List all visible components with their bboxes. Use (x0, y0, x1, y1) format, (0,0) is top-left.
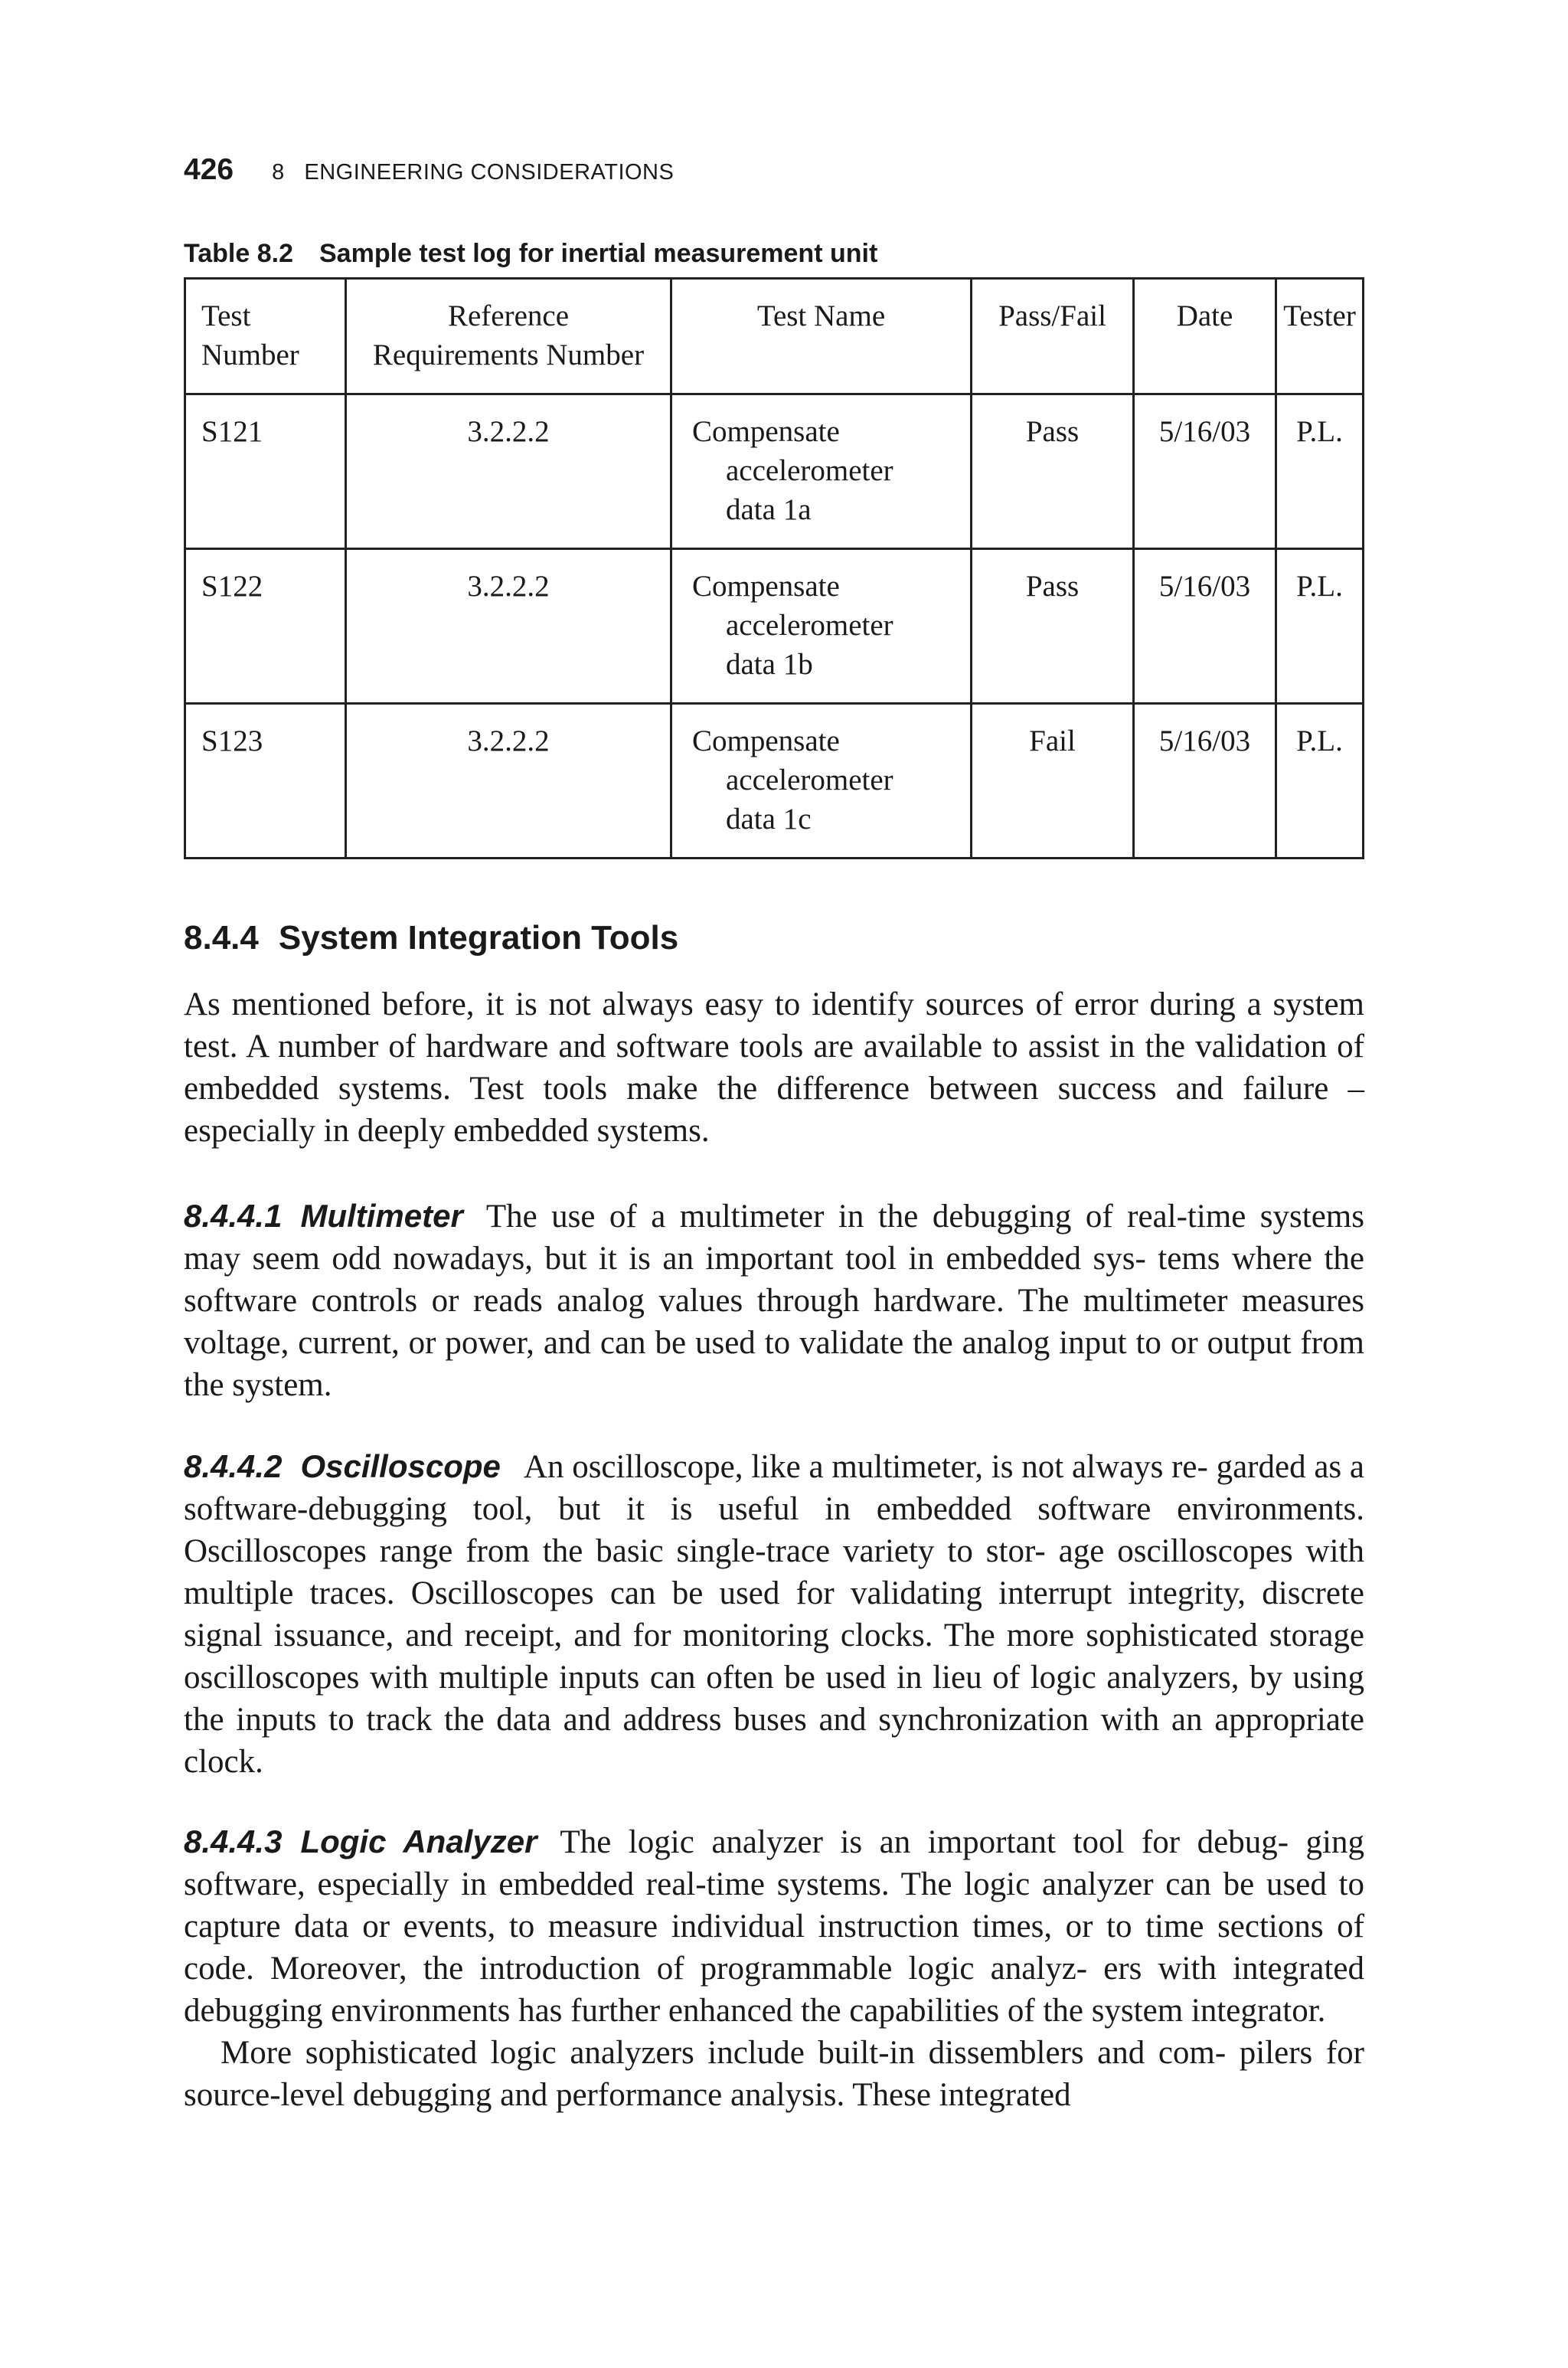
subsection-oscilloscope (184, 1445, 1364, 1783)
paragraph-text: The use of a multimeter in the debugging of real-time systems may seem odd nowadays, but it is an important tool in embedded sys- tems where the software controls or reads analog values through hardware. The multimeter measures voltage, current, or power, and can be used to validate the analog input to or output from the system. (184, 1199, 1364, 1403)
test-name-line: data 1a (726, 493, 812, 526)
section-number: 8.4.4 (184, 919, 259, 957)
subsection-logic-analyzer (184, 1820, 1364, 2116)
cell-date: 5/16/03 (1134, 704, 1276, 859)
paragraph (184, 1445, 1364, 1783)
header-test-number-line2: Number (201, 339, 299, 371)
cell-test-name (671, 394, 972, 549)
cell-date: 5/16/03 (1134, 394, 1276, 549)
section-heading (184, 919, 678, 957)
table-header-row (185, 279, 1364, 394)
paragraph-text: An oscilloscope, like a multimeter, is not always re- garded as a software-debugging tool, but it is useful in embedded software environments. Oscilloscopes range from the basic single-trace variety to stor- age oscilloscopes with multiple traces. Oscilloscopes can be used for validating interrupt integrity, discrete signal issuance, and receipt, and for monitoring clocks. The more sophisticated storage oscilloscopes with multiple inputs can often be used in lieu of logic analyzers, by using the inputs to track the data and address buses and synchronization with an appropriate clock. (184, 1449, 1364, 1780)
cell-test-name (671, 704, 972, 859)
cell-reference: 3.2.2.2 (346, 394, 671, 549)
test-name-line: accelerometer (726, 609, 893, 642)
section-intro-paragraph (184, 983, 1364, 1152)
subsection-number: 8.4.4.2 (184, 1448, 283, 1484)
paragraph (184, 1820, 1364, 2032)
header-test-number-line1: Test (201, 299, 251, 332)
header-pass-fail: Pass/Fail (972, 279, 1134, 394)
header-tester: Tester (1276, 279, 1364, 394)
cell-result: Pass (972, 394, 1134, 549)
test-name-line: data 1b (726, 648, 813, 681)
header-reference-line2: Requirements Number (372, 339, 645, 371)
subsection-number: 8.4.4.1 (184, 1198, 283, 1234)
table-row (185, 704, 1364, 859)
cell-tester: P.L. (1276, 704, 1364, 859)
header-reference (346, 279, 671, 394)
subsection-multimeter (184, 1195, 1364, 1406)
test-name-line: data 1c (726, 803, 812, 836)
cell-test-number: S123 (185, 704, 346, 859)
table-row (185, 549, 1364, 704)
paragraph-text: The logic analyzer is an important tool for debug- ging software, especially in embedded real-time systems. The logic analyzer can be used to capture data or events, to measure individual instruction times, or to time sections of code. Moreover, the introduction of programmable logic analyz- ers with integrated debugging environments has further enhanced the capabilities of the system integrator. (184, 1824, 1364, 2029)
paragraph-text: As mentioned before, it is not always easy to identify sources of error during a system test. A number of hardware and software tools are available to assist in the validation of embedded systems. Test tools make the difference between success and failure – especially in deeply embedded systems. (184, 986, 1364, 1149)
test-name-line: Compensate (692, 570, 840, 603)
header-test-number (185, 279, 346, 394)
test-name-line: Compensate (692, 415, 840, 448)
cell-tester: P.L. (1276, 394, 1364, 549)
cell-test-name (671, 549, 972, 704)
table-caption-title: Sample test log for inertial measurement unit (319, 239, 878, 268)
cell-date: 5/16/03 (1134, 549, 1276, 704)
cell-result: Pass (972, 549, 1134, 704)
subsection-heading (184, 1198, 463, 1234)
running-header (184, 153, 674, 187)
header-reference-line1: Reference (447, 299, 570, 332)
page-number: 426 (184, 153, 234, 186)
paragraph-text: More sophisticated logic analyzers include built-in dissemblers and com- pilers for source-level debugging and performance analysis. These integrated (184, 2035, 1364, 2113)
cell-tester: P.L. (1276, 549, 1364, 704)
subsection-number: 8.4.4.3 (184, 1823, 283, 1859)
subsection-title: Oscilloscope (300, 1448, 501, 1484)
cell-test-number: S121 (185, 394, 346, 549)
table-caption (184, 239, 877, 269)
cell-result: Fail (972, 704, 1134, 859)
chapter-title: 8 ENGINEERING CONSIDERATIONS (272, 160, 675, 185)
table-row (185, 394, 1364, 549)
subsection-title: Multimeter (300, 1198, 463, 1234)
section-title: System Integration Tools (278, 919, 679, 957)
paragraph (184, 1195, 1364, 1406)
subsection-title: Logic Analyzer (300, 1823, 537, 1859)
test-name-line: accelerometer (726, 454, 893, 487)
test-name-line: Compensate (692, 724, 840, 757)
header-date: Date (1134, 279, 1276, 394)
cell-reference: 3.2.2.2 (346, 704, 671, 859)
subsection-heading (184, 1823, 537, 1859)
subsection-heading (184, 1448, 501, 1484)
cell-test-number: S122 (185, 549, 346, 704)
table-caption-number: Table 8.2 (184, 239, 293, 268)
header-test-name: Test Name (671, 279, 972, 394)
cell-reference: 3.2.2.2 (346, 549, 671, 704)
test-log-table (184, 277, 1364, 859)
test-name-line: accelerometer (726, 764, 893, 796)
